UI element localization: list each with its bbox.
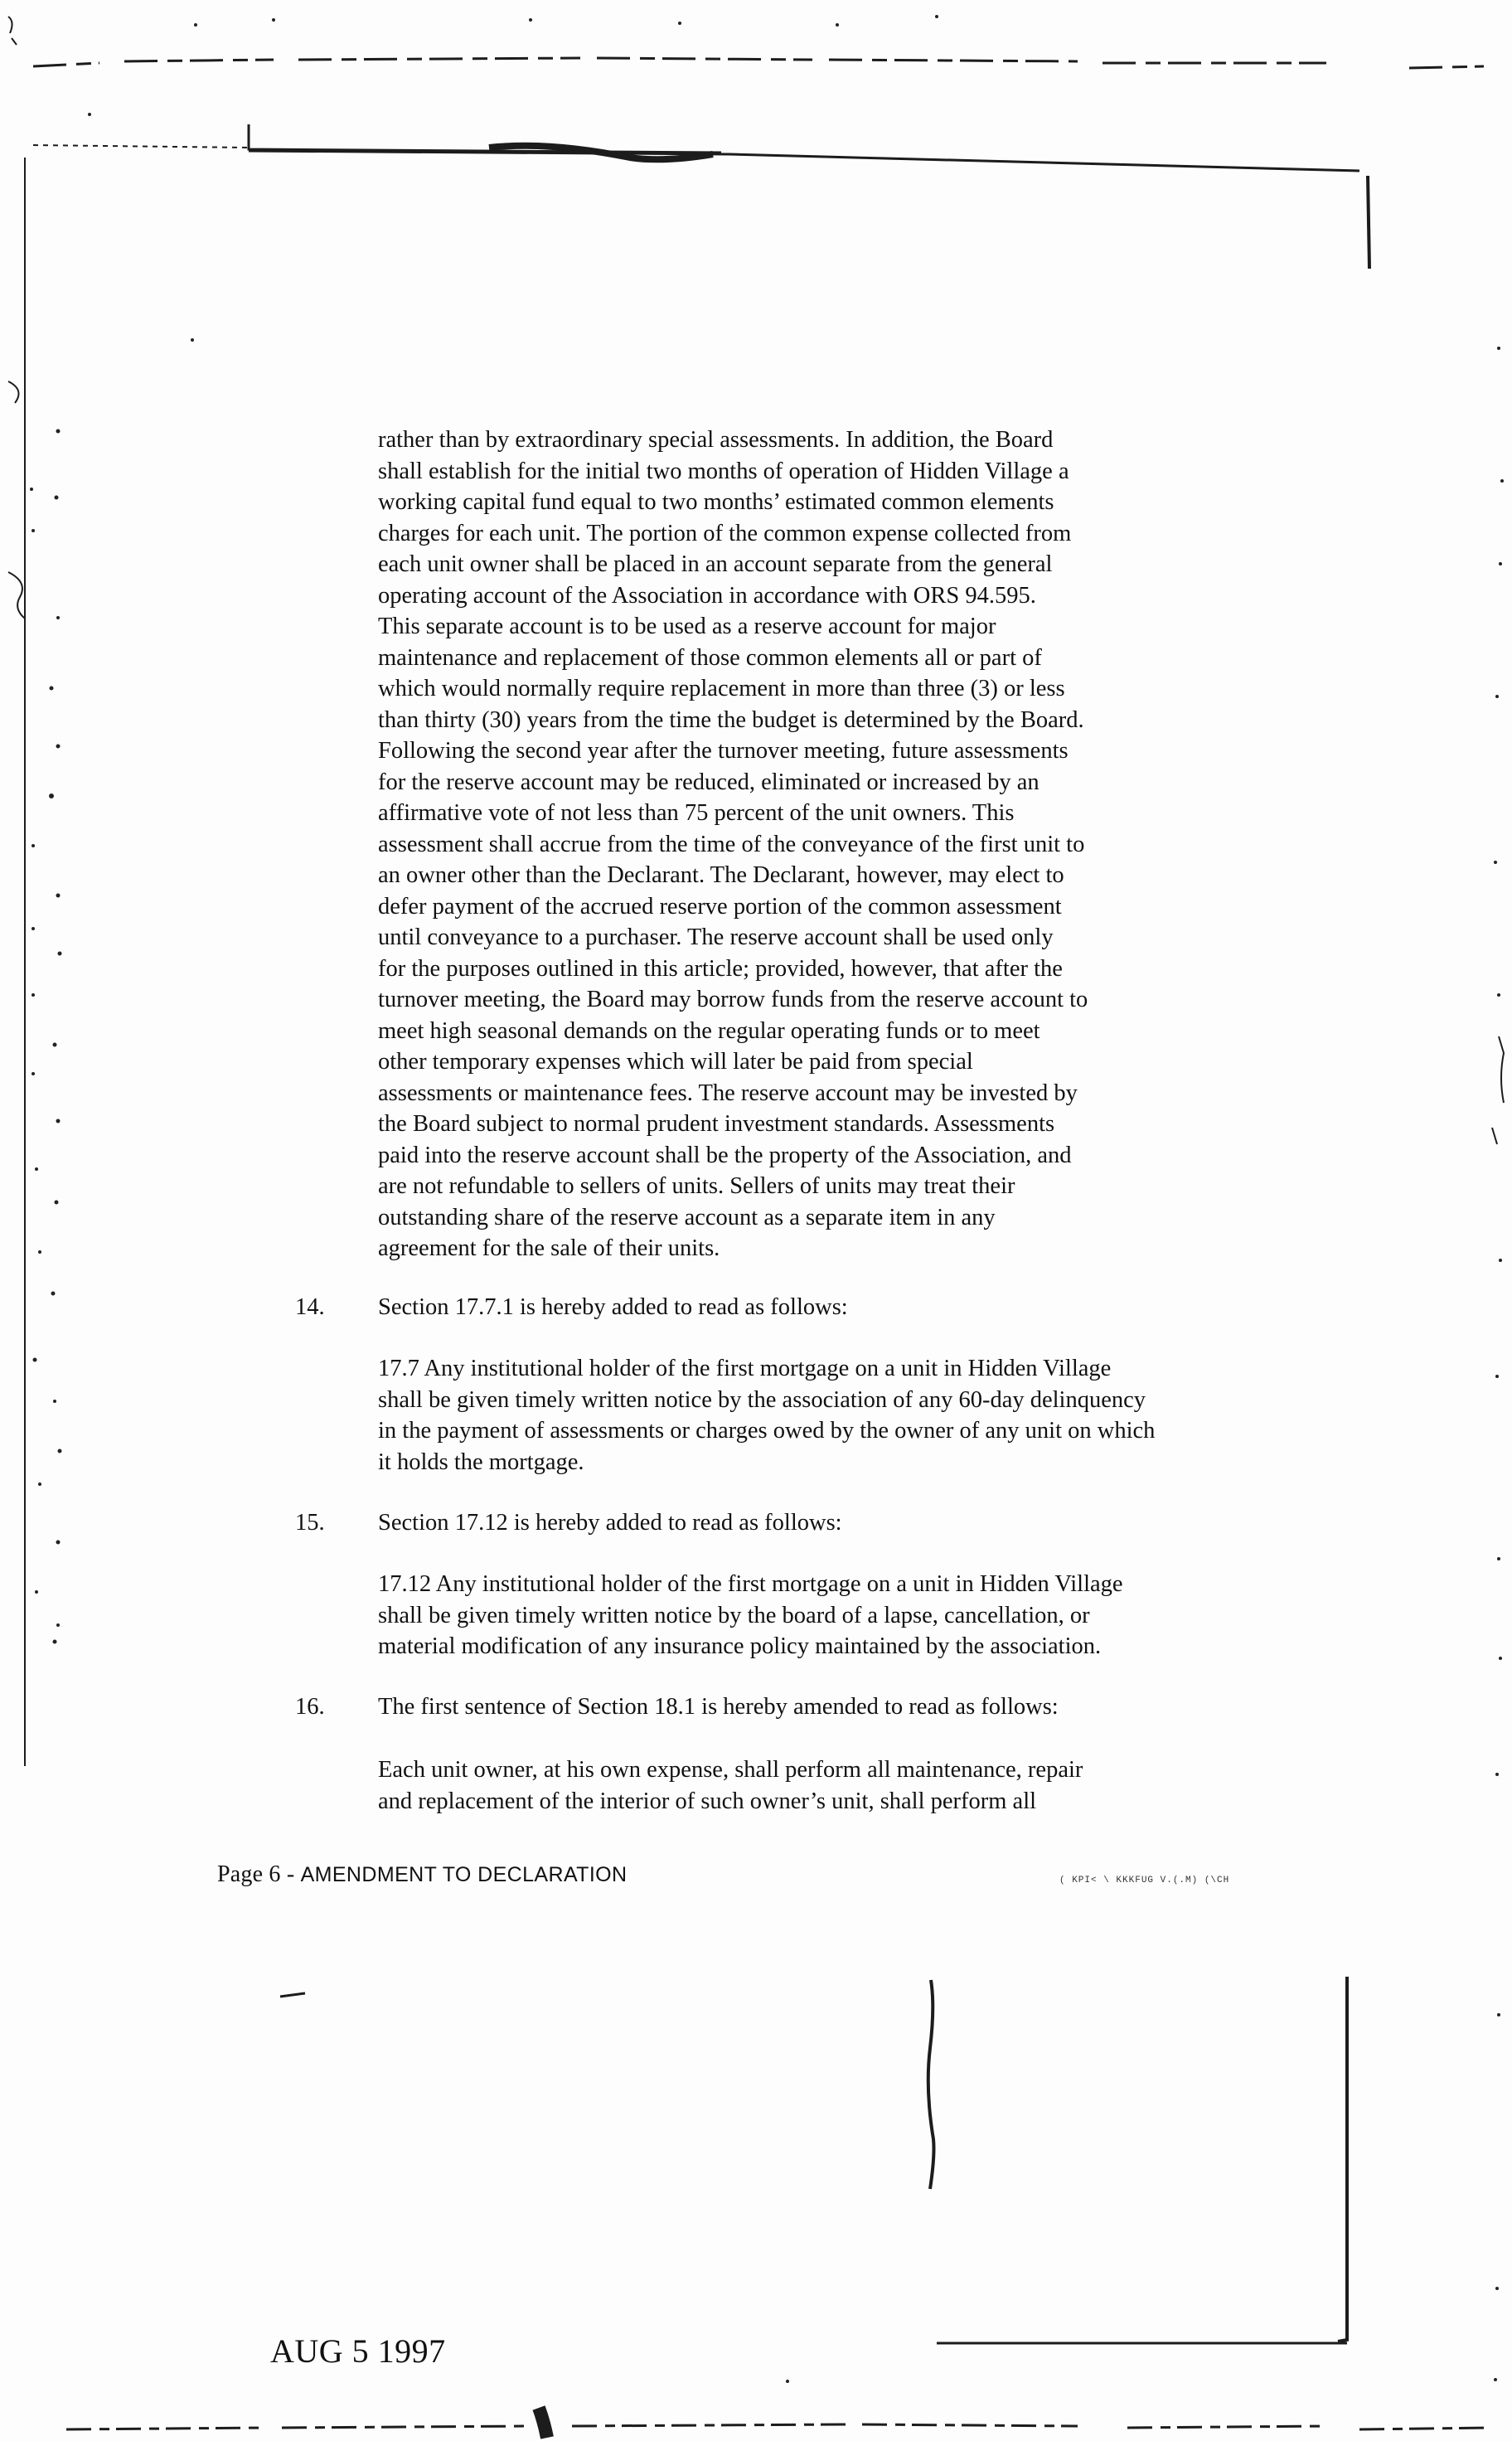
text-line: outstanding share of the reserve account as a separate item in any (378, 1204, 996, 1230)
text-line: working capital fund equal to two months’ estimated common elements (378, 489, 1054, 515)
text-line: for the reserve account may be reduced, eliminated or increased by an (378, 769, 1040, 795)
page-footer (217, 1861, 627, 1888)
text-line: agreement for the sale of their units. (378, 1235, 720, 1261)
text-line: rather than by extraordinary special assessments. In addition, the Board (378, 427, 1054, 453)
text-line: 17.7 Any institutional holder of the first mortgage on a unit in Hidden Village (378, 1356, 1112, 1381)
text-line: operating account of the Association in accordance with ORS 94.595. (378, 582, 1036, 609)
text-line: assessment shall accrue from the time of the conveyance of the first unit to (378, 831, 1085, 857)
item-number: 15. (295, 1510, 325, 1536)
text-line: defer payment of the accrued reserve portion of the common assessment (378, 893, 1062, 920)
text-line: for the purposes outlined in this article; provided, however, that after the (378, 955, 1063, 982)
text-line: material modification of any insurance policy maintained by the association. (378, 1633, 1102, 1659)
page-number: Page 6 - (217, 1861, 301, 1887)
item-heading: The first sentence of Section 18.1 is hereby amended to read as follows: (378, 1694, 1059, 1720)
text-line: paid into the reserve account shall be the property of the Association, and (378, 1142, 1072, 1168)
item-body (378, 1754, 1257, 1817)
document-title: AMENDMENT TO DECLARATION (300, 1863, 628, 1886)
text-line: assessments or maintenance fees. The reserve account may be invested by (378, 1080, 1078, 1106)
text-line: which would normally require replacement in more than three (3) or less (378, 676, 1065, 701)
text-line: until conveyance to a purchaser. The reserve account shall be used only (378, 924, 1054, 950)
text-line: it holds the mortgage. (378, 1449, 584, 1475)
text-line: maintenance and replacement of those common elements all or part of (378, 644, 1042, 671)
text-line: affirmative vote of not less than 75 percent of the unit owners. This (378, 800, 1015, 826)
text-line: and replacement of the interior of such owner’s unit, shall perform all (378, 1788, 1037, 1814)
text-line: are not refundable to sellers of units. Sellers of units may treat their (378, 1173, 1015, 1199)
text-line: shall be given timely written notice by the board of a lapse, cancellation, or (378, 1602, 1090, 1628)
text-line: in the payment of assessments or charges owed by the owner of any unit on which (378, 1418, 1156, 1444)
item-heading: Section 17.7.1 is hereby added to read as follows: (378, 1294, 848, 1320)
item-number: 16. (295, 1694, 325, 1720)
text-line: shall establish for the initial two months of operation of Hidden Village a (378, 458, 1069, 484)
text-line: charges for each unit. The portion of the common expense collected from (378, 520, 1072, 546)
text-line: turnover meeting, the Board may borrow funds from the reserve account to (378, 987, 1088, 1012)
item-number: 14. (295, 1294, 325, 1320)
text-line: This separate account is to be used as a reserve account for major (378, 614, 996, 639)
text-line: than thirty (30) years from the time the budget is determined by the Board. (378, 706, 1084, 733)
text-line: each unit owner shall be placed in an account separate from the general (378, 551, 1053, 577)
document-code: ( KPI< \ KKKFUG V.(.M) (\CH (1059, 1876, 1230, 1885)
text-line: the Board subject to normal prudent investment standards. Assessments (378, 1111, 1055, 1137)
item-body (378, 1569, 1298, 1662)
text-line: other temporary expenses which will later be paid from special (378, 1049, 973, 1075)
text-line: Each unit owner, at his own expense, shall perform all maintenance, repair (378, 1757, 1083, 1783)
text-line: Following the second year after the turnover meeting, future assessments (378, 738, 1069, 764)
received-date-stamp: AUG 5 1997 (270, 2332, 446, 2370)
text-line: meet high seasonal demands on the regular operating funds or to meet (378, 1017, 1040, 1044)
item-heading: Section 17.12 is hereby added to read as follows: (378, 1510, 842, 1536)
text-line: an owner other than the Declarant. The Declarant, however, may elect to (378, 862, 1064, 888)
reserve-account-paragraph (378, 425, 1257, 1264)
item-body (378, 1353, 1298, 1478)
text-line: shall be given timely written notice by the association of any 60-day delinquency (378, 1386, 1146, 1413)
text-line: 17.12 Any institutional holder of the first mortgage on a unit in Hidden Village (378, 1571, 1123, 1597)
